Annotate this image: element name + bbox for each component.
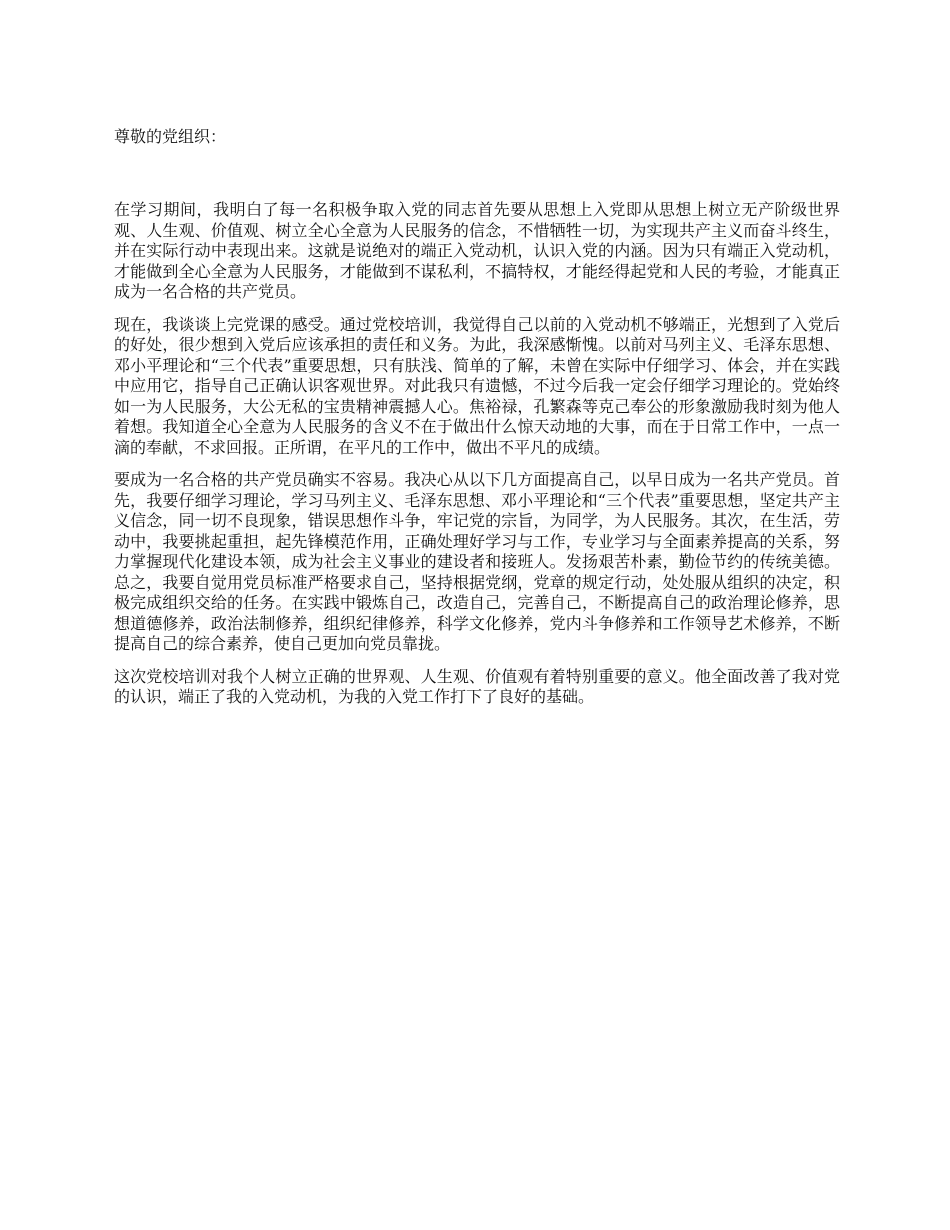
paragraph-2: 现在，我谈谈上完党课的感受。通过党校培训，我觉得自己以前的入党动机不够端正，光想到了入党后的好处，很少想到入党后应该承担的责任和义务。为此，我深感惭愧。以前对马列主义、毛泽东思想、邓小平理论和“三个代表”重要思想，只有肤浅、简单的了解，未曾在实际中仔细学习、体会，并在实践中应用它，指导自己正确认识客观世界。对此我只有遗憾，不过今后我一定会仔细学习理论的。党始终如一为人民服务，大公无私的宝贵精神震撼人心。焦裕禄，孔繁森等克己奉公的形象激励我时刻为他人着想。我知道全心全意为人民服务的含义不在于做出什么惊天动地的大事，而在于日常工作中，一点一滴的奉献，不求回报。正所谓，在平凡的工作中，做出不平凡的成绩。 [114,314,840,457]
paragraph-1: 在学习期间，我明白了每一名积极争取入党的同志首先要从思想上入党即从思想上树立无产阶级世界观、人生观、价值观、树立全心全意为人民服务的信念，不惜牺牲一切，为实现共产主义而奋斗终生，并在实际行动中表现出来。这就是说绝对的端正入党动机，认识入党的内涵。因为只有端正入党动机，才能做到全心全意为人民服务，才能做到不谋私利，不搞特权，才能经得起党和人民的考验，才能真正成为一名合格的共产党员。 [114,200,840,301]
paragraph-3: 要成为一名合格的共产党员确实不容易。我决心从以下几方面提高自己，以早日成为一名共产党员。首先，我要仔细学习理论，学习马列主义、毛泽东思想、邓小平理论和“三个代表”重要思想，坚定共产主义信念，同一切不良现象，错误思想作斗争，牢记党的宗旨，为同学，为人民服务。其次，在生活，劳动中，我要挑起重担，起先锋模范作用，正确处理好学习与工作，专业学习与全面素养提高的关系，努力掌握现代化建设本领，成为社会主义事业的建设者和接班人。发扬艰苦朴素，勤俭节约的传统美德。总之，我要自觉用党员标准严格要求自己，坚持根据党纲，党章的规定行动，处处服从组织的决定，积极完成组织交给的任务。在实践中锻炼自己，改造自己，完善自己，不断提高自己的政治理论修养，思想道德修养，政治法制修养，组织纪律修养，科学文化修养，党内斗争修养和工作领导艺术修养，不断提高自己的综合素养，使自己更加向党员靠拢。 [114,470,840,653]
letter-body [114,126,840,708]
salutation: 尊敬的党组织： [114,127,227,146]
paragraph-4: 这次党校培训对我个人树立正确的世界观、人生观、价值观有着特别重要的意义。他全面改善了我对党的认识，端正了我的入党动机，为我的入党工作打下了良好的基础。 [114,666,840,706]
